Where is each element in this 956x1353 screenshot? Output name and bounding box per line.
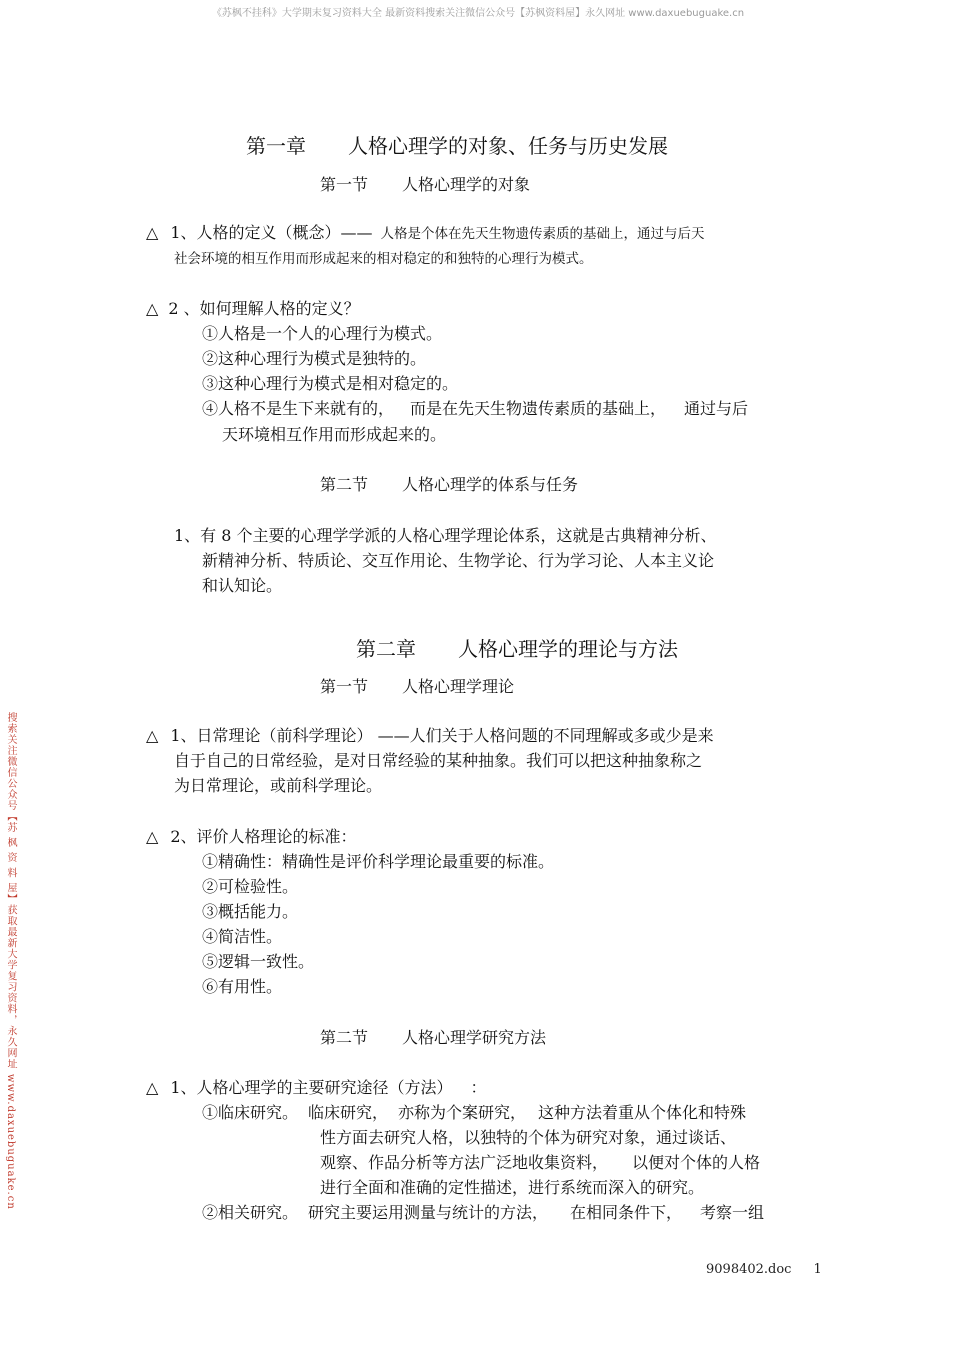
ch1-q2-item-3: ③这种心理行为模式是相对稳定的。 — [202, 374, 459, 393]
footer-page-number: 1 — [813, 1262, 822, 1277]
correlation-part2: 在相同条件下， — [570, 1203, 683, 1222]
clinical-line3-text: 观察、作品分析等方法广泛地收集资料， — [320, 1153, 609, 1172]
ch1-q1-line1 — [146, 220, 705, 243]
ch2-q2-item-5: ⑤逻辑一致性。 — [202, 952, 315, 971]
ch1-q2-item-2: ②这种心理行为模式是独特的。 — [202, 349, 427, 368]
ch1-section2-number: 第二节 — [320, 475, 369, 494]
ch1-q2-heading — [146, 296, 360, 319]
ch2-q2-item-6: ⑥有用性。 — [202, 977, 283, 996]
clinical-part2: 亦称为个案研究， — [398, 1103, 527, 1122]
chapter2-heading — [356, 633, 678, 662]
ch2-section2-number: 第二节 — [320, 1028, 369, 1047]
ch1-section1-heading — [320, 172, 530, 195]
ch2-s2-q1-colon: ： — [470, 1078, 487, 1097]
ch2-section1-title: 人格心理学理论 — [402, 677, 515, 696]
clinical-research-line4: 进行全面和准确的定性描述，进行系统而深入的研究。 — [320, 1178, 705, 1197]
ch2-section1-number: 第一节 — [320, 677, 369, 696]
ch2-q1-line1-text: 1、日常理论（前科学理论） ——人们关于人格问题的不同理解或多或少是来 — [170, 726, 714, 745]
chapter1-number: 第一章 — [246, 134, 306, 158]
correlation-part1: 研究主要运用测量与统计的方法， — [308, 1203, 549, 1222]
ch1-s2-point1-line1: 1、有 8 个主要的心理学学派的人格心理学理论体系，这就是古典精神分析、 — [174, 526, 717, 545]
ch1-s2-point1-line3: 和认知论。 — [202, 576, 283, 595]
triangle-marker: △ — [146, 827, 159, 846]
clinical-research-line3 — [320, 1150, 760, 1173]
clinical-label: ①临床研究。 — [202, 1103, 299, 1122]
ch1-q1-text: 人格是个体在先天生物遗传素质的基础上，通过与后天 — [380, 226, 705, 242]
ch2-q2-heading — [146, 824, 357, 847]
ch1-section2-heading — [320, 472, 578, 495]
chapter1-heading — [246, 130, 668, 159]
triangle-marker: △ — [146, 299, 159, 318]
clinical-research-line2: 性方面去研究人格，以独特的个体为研究对象，通过谈话、 — [320, 1128, 737, 1147]
ch2-q2-item-3: ③概括能力。 — [202, 902, 299, 921]
ch1-q2-item-1: ①人格是一个人的心理行为模式。 — [202, 324, 443, 343]
triangle-marker: △ — [146, 223, 159, 242]
ch1-q1-label: 1、人格的定义（概念）—— — [170, 223, 373, 242]
chapter2-number: 第二章 — [356, 637, 416, 661]
correlation-research-line1 — [202, 1200, 764, 1223]
triangle-marker: △ — [146, 1078, 159, 1097]
ch2-q1-line2: 自于自己的日常经验，是对日常经验的某种抽象。我们可以把这种抽象称之 — [174, 751, 703, 770]
ch1-section1-number: 第一节 — [320, 175, 369, 194]
ch1-q2-item4-continuation: 天环境相互作用而形成起来的。 — [222, 425, 447, 444]
ch2-section1-heading — [320, 674, 514, 697]
ch1-section2-title: 人格心理学的体系与任务 — [402, 475, 579, 494]
ch1-q2-item4-part2: 而是在先天生物遗传素质的基础上， — [410, 399, 667, 418]
ch2-section2-title: 人格心理学研究方法 — [402, 1028, 547, 1047]
ch1-q2-item-4 — [202, 396, 748, 419]
ch2-section2-heading — [320, 1025, 546, 1048]
ch2-q2-item-1: ①精确性：精确性是评价科学理论最重要的标准。 — [202, 852, 555, 871]
triangle-marker: △ — [146, 726, 159, 745]
page-footer — [706, 1262, 822, 1277]
ch2-s2-q1-heading — [146, 1075, 487, 1098]
ch2-q1-line1 — [146, 723, 714, 746]
ch2-s2-q1-label: 1、人格心理学的主要研究途径（方法） — [170, 1078, 453, 1097]
ch1-s2-point1-line2: 新精神分析、特质论、交互作用论、生物学论、行为学习论、人本主义论 — [202, 551, 715, 570]
clinical-part3: 这种方法着重从个体化和特殊 — [538, 1103, 747, 1122]
ch1-section1-title: 人格心理学的对象 — [402, 175, 531, 194]
ch2-q2-label: 2、评价人格理论的标准： — [170, 827, 357, 846]
header-watermark-note: 《苏枫不挂科》大学期末复习资料大全 最新资料搜索关注微信公众号【苏枫资料屋】永久网址 www.daxuebuguake.cn — [211, 8, 745, 19]
correlation-label: ②相关研究。 — [202, 1203, 299, 1222]
ch2-q1-line3: 为日常理论，或前科学理论。 — [174, 776, 383, 795]
footer-filename: 9098402.doc — [706, 1262, 792, 1277]
ch1-q2-item4-part3: 通过与后 — [684, 399, 749, 418]
ch1-q2-label: 2 、如何理解人格的定义？ — [168, 299, 360, 318]
clinical-research-line1 — [202, 1100, 746, 1123]
clinical-line3-tail: 以便对个体的人格 — [632, 1153, 761, 1172]
ch2-q2-item-2: ②可检验性。 — [202, 877, 299, 896]
chapter1-title: 人格心理学的对象、任务与历史发展 — [348, 134, 668, 158]
chapter2-title: 人格心理学的理论与方法 — [458, 637, 678, 661]
clinical-part1: 临床研究， — [308, 1103, 389, 1122]
ch1-q1-line2: 社会环境的相互作用而形成起来的相对稳定的和独特的心理行为模式。 — [174, 251, 593, 267]
correlation-part3: 考察一组 — [700, 1203, 765, 1222]
ch1-q2-item4-part1: ④人格不是生下来就有的， — [202, 399, 395, 418]
ch2-q2-item-4: ④简洁性。 — [202, 927, 283, 946]
side-watermark-note: 搜索关注微信公众号【苏 枫 资 料 屋】获取最新大学复习资料，永久网址 www.daxuebuguake.cn — [5, 712, 16, 1210]
